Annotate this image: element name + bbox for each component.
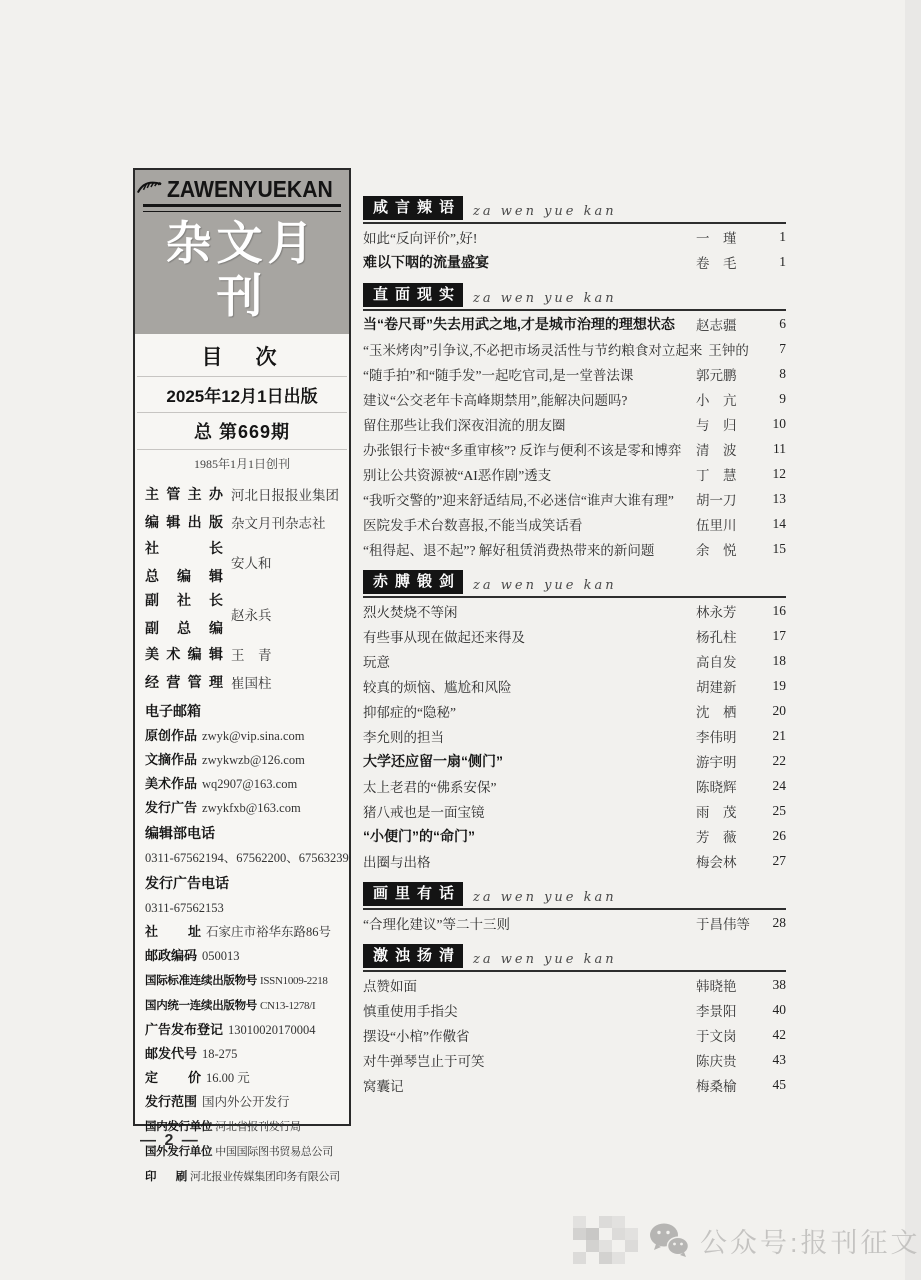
article-page: 45 — [772, 1076, 786, 1092]
info-value: 050013 — [202, 948, 240, 963]
info-label: 美术作品 — [145, 775, 198, 791]
wechat-icon — [648, 1222, 690, 1258]
toc-row — [363, 997, 786, 1022]
info-value: CN13-1278/I — [260, 999, 316, 1012]
toc-row — [363, 823, 786, 848]
magazine-name-cn: 杂文月刊 — [165, 218, 319, 322]
article-author: 胡建新 — [696, 679, 737, 695]
article-title: 窝囊记 — [363, 1078, 404, 1094]
article-page: 42 — [772, 1026, 786, 1042]
founded-date: 1985年1月1日创刊 — [193, 456, 290, 471]
article-author: 与 归 — [696, 417, 737, 433]
info-row — [145, 772, 339, 796]
toc-row — [363, 698, 786, 723]
info-value-line: 0311-67562153 — [145, 900, 224, 915]
article-author: 陈庆贵 — [696, 1053, 737, 1069]
info-label: 国内统一连续出版物号 — [145, 999, 257, 1012]
toc-row — [363, 648, 786, 673]
article-page: 28 — [772, 914, 786, 930]
article-title: 大学还应留一扇“侧门” — [363, 752, 503, 769]
info-row — [145, 944, 339, 968]
toc-row — [363, 673, 786, 698]
article-author: 卷 毛 — [696, 255, 737, 271]
article-title: 对牛弹琴岂止于可笑 — [363, 1053, 485, 1069]
article-page: 21 — [772, 727, 786, 743]
article-page: 7 — [779, 340, 786, 356]
info-label: 国际标准连续出版物号 — [145, 974, 257, 987]
toc-row — [363, 386, 786, 411]
info-value: wq2907@163.com — [202, 776, 298, 791]
toc-row — [363, 798, 786, 823]
info-row — [145, 993, 339, 1018]
staff-name: 杂文月刊杂志社 — [231, 515, 326, 531]
article-title: 李允则的担当 — [363, 729, 444, 745]
info-heading: 电子邮箱 — [145, 702, 201, 719]
article-title: “租得起、退不起”? 解好租赁消费热带来的新问题 — [363, 542, 655, 558]
article-author: 郭元鹏 — [696, 367, 737, 383]
info-label: 发行范围 — [145, 1093, 198, 1109]
article-author: 清 波 — [696, 442, 737, 458]
info-label: 国内发行单位 — [145, 1120, 213, 1133]
article-title: 烈火焚烧不等闲 — [363, 604, 458, 620]
toc-row — [363, 311, 786, 336]
section-title: 直面现实 — [363, 283, 463, 307]
article-title: “我听交警的”迎来舒适结局,不必迷信“谁声大谁有理” — [363, 492, 674, 508]
article-page: 8 — [779, 365, 786, 381]
section-header — [363, 882, 786, 910]
article-page: 24 — [772, 777, 786, 793]
article-author: 李景阳 — [696, 1003, 737, 1019]
info-value-line: 0311-67562194、67562200、67563239 — [145, 850, 349, 865]
article-title: “合理化建议”等二十三则 — [363, 916, 510, 932]
section-subtitle: za wen yue kan — [473, 890, 617, 905]
staff-role-label: 副社长 — [145, 591, 223, 608]
article-author: 王钟的 — [708, 342, 749, 358]
info-label: 广告发布登记 — [145, 1021, 224, 1037]
article-page: 10 — [772, 415, 786, 431]
toc-row — [363, 536, 786, 561]
toc-row — [363, 1047, 786, 1072]
toc-row — [363, 461, 786, 486]
article-page: 17 — [772, 627, 786, 643]
article-title: 建议“公交老年卡高峰期禁用”,能解决问题吗? — [363, 392, 628, 408]
article-page: 9 — [779, 390, 786, 406]
section-header — [363, 196, 786, 224]
toc-row — [363, 748, 786, 773]
article-author: 赵志疆 — [696, 317, 737, 333]
staff-list — [135, 474, 349, 698]
staff-row — [145, 536, 339, 588]
toc-row — [363, 511, 786, 536]
info-heading: 编辑部电话 — [145, 824, 215, 841]
toc-row — [363, 773, 786, 798]
mosaic-censor — [573, 1216, 638, 1264]
article-title: 办张银行卡被“多重审核”? 反诈与便利不该是零和博弈 — [363, 442, 682, 458]
staff-name: 赵永兵 — [231, 607, 272, 623]
article-page: 12 — [772, 465, 786, 481]
article-page: 25 — [772, 802, 786, 818]
publish-date: 2025年12月1日出版 — [166, 386, 318, 406]
staff-labels — [145, 668, 223, 696]
article-title: 摆设“小棺”作儆省 — [363, 1028, 470, 1044]
info-value: 16.00 元 — [206, 1070, 250, 1085]
article-author: 一 瑾 — [696, 230, 737, 246]
article-author: 高自发 — [696, 654, 737, 670]
article-page: 15 — [772, 540, 786, 556]
article-title: 难以下咽的流量盛宴 — [363, 253, 489, 270]
info-value: 河北省报刊发行局 — [215, 1120, 301, 1133]
staff-row — [145, 588, 339, 640]
toc-row — [363, 411, 786, 436]
staff-labels — [145, 536, 223, 588]
article-page: 14 — [772, 515, 786, 531]
info-value: 18-275 — [202, 1046, 238, 1061]
article-author: 丁 慧 — [696, 467, 737, 483]
info-row — [145, 920, 339, 944]
watermark-text: 公众号:报刊征文 — [700, 1227, 921, 1258]
staff-labels — [145, 508, 223, 536]
article-title: 别让公共资源被“AI恶作剧”透支 — [363, 467, 552, 483]
staff-row — [145, 480, 339, 508]
article-title: 太上老君的“佛系安保” — [363, 779, 497, 795]
info-value: zwykfxb@163.com — [202, 800, 301, 815]
section-title: 画里有话 — [363, 882, 463, 906]
toc-row — [363, 848, 786, 873]
article-author: 胡一刀 — [696, 492, 737, 508]
toc-row — [363, 723, 786, 748]
section-title: 赤膊锻剑 — [363, 570, 463, 594]
staff-name: 安人和 — [231, 555, 272, 571]
article-title: 玩意 — [363, 654, 390, 670]
info-label: 国外发行单位 — [145, 1145, 213, 1158]
info-value: zwykwzb@126.com — [202, 752, 305, 767]
staff-role-label: 社长 — [145, 539, 223, 556]
staff-role-label: 编辑出版 — [145, 513, 223, 530]
toc-row — [363, 224, 786, 249]
article-page: 22 — [772, 752, 786, 768]
info-label: 印刷 — [145, 1170, 187, 1183]
article-author: 于昌伟等 — [696, 916, 750, 932]
page-number: — 2 — — [140, 1132, 200, 1149]
info-value: 国内外公开发行 — [202, 1094, 290, 1109]
toc-row — [363, 361, 786, 386]
article-page: 1 — [779, 253, 786, 269]
section-header — [363, 283, 786, 311]
article-author: 梅桑榆 — [696, 1078, 737, 1094]
staff-role-label: 主管主办 — [145, 485, 223, 502]
article-page: 18 — [772, 652, 786, 668]
staff-role-label: 副总编 — [145, 619, 223, 636]
article-title: 抑郁症的“隐秘” — [363, 704, 456, 720]
magazine-name-en: ZAWENYUEKAN — [167, 176, 334, 202]
section-header — [363, 570, 786, 598]
info-row — [145, 1018, 339, 1042]
info-heading: 发行广告电话 — [145, 874, 229, 891]
info-value: 中国国际图书贸易总公司 — [215, 1145, 333, 1158]
article-title: 医院发手术台数喜报,不能当成笑话看 — [363, 517, 583, 533]
section-title: 咸言辣语 — [363, 196, 463, 220]
article-page: 27 — [772, 852, 786, 868]
article-author: 于文岗 — [696, 1028, 737, 1044]
article-title: “随手拍”和“随手发”一起吃官司,是一堂普法课 — [363, 367, 634, 383]
staff-name: 崔国柱 — [231, 675, 272, 691]
toc-row — [363, 972, 786, 997]
article-author: 雨 茂 — [696, 804, 737, 820]
info-row — [145, 1164, 339, 1189]
toc-row — [363, 436, 786, 461]
info-row — [145, 1042, 339, 1066]
table-of-contents — [363, 196, 786, 1097]
issue-info-block — [135, 334, 349, 474]
info-label: 社址 — [145, 923, 201, 939]
staff-labels — [145, 480, 223, 508]
staff-row — [145, 668, 339, 696]
staff-labels — [145, 588, 223, 640]
article-author: 芳 薇 — [696, 829, 737, 845]
info-label: 定价 — [145, 1069, 201, 1085]
double-rule — [143, 204, 341, 212]
article-author: 李伟明 — [696, 729, 737, 745]
watermark — [573, 1216, 921, 1264]
article-title: 点赞如面 — [363, 978, 417, 994]
staff-labels — [145, 640, 223, 668]
info-label: 发行广告 — [145, 799, 198, 815]
info-value: ISSN1009-2218 — [260, 974, 328, 987]
info-value: 石家庄市裕华东路86号 — [206, 924, 332, 939]
staff-role-label: 经营管理 — [145, 673, 223, 690]
toc-row — [363, 1022, 786, 1047]
article-title: 猪八戒也是一面宝镜 — [363, 804, 485, 820]
article-title: 较真的烦恼、尴尬和风险 — [363, 679, 512, 695]
section-subtitle: za wen yue kan — [473, 291, 617, 306]
article-page: 26 — [772, 827, 786, 843]
article-author: 杨孔柱 — [696, 629, 737, 645]
article-page: 20 — [772, 702, 786, 718]
info-label: 邮发代号 — [145, 1045, 198, 1061]
toc-row — [363, 598, 786, 623]
article-page: 40 — [772, 1001, 786, 1017]
info-label: 邮政编码 — [145, 947, 198, 963]
article-title: 慎重使用手指尖 — [363, 1003, 458, 1019]
issue-number: 总 第669期 — [193, 421, 291, 442]
staff-role-label: 总编辑 — [145, 567, 223, 584]
article-page: 1 — [779, 228, 786, 244]
staff-row — [145, 508, 339, 536]
staff-row — [145, 640, 339, 668]
toc-row — [363, 486, 786, 511]
info-row — [145, 796, 339, 820]
toc-row — [363, 910, 786, 935]
toc-row — [363, 1072, 786, 1097]
article-page: 16 — [772, 602, 786, 618]
info-row — [145, 724, 339, 748]
toc-row — [363, 623, 786, 648]
section-subtitle: za wen yue kan — [473, 204, 617, 219]
info-row — [145, 1090, 339, 1114]
staff-role-label: 美术编辑 — [145, 645, 223, 662]
article-title: 出圈与出格 — [363, 854, 431, 870]
article-author: 伍里川 — [696, 517, 737, 533]
info-label: 原创作品 — [145, 727, 198, 743]
masthead — [135, 170, 349, 334]
toc-row — [363, 249, 786, 274]
toc-label: 目 次 — [201, 345, 283, 369]
article-title: “小便门”的“命门” — [363, 827, 475, 844]
staff-name: 河北日报报业集团 — [231, 487, 339, 503]
article-title: “玉米烤肉”引争议,不必把市场灵活性与节约粮食对立起来 — [363, 342, 703, 358]
section-subtitle: za wen yue kan — [473, 952, 617, 967]
article-author: 梅会林 — [696, 854, 737, 870]
article-page: 13 — [772, 490, 786, 506]
toc-row — [363, 336, 786, 361]
info-row — [145, 1066, 339, 1090]
sidebar-masthead-panel — [133, 168, 351, 1183]
article-page: 19 — [772, 677, 786, 693]
staff-name: 王 青 — [231, 647, 272, 663]
bird-logo-icon — [136, 177, 164, 202]
article-title: 当“卷尺哥”失去用武之地,才是城市治理的理想状态 — [363, 315, 675, 332]
article-title: 留住那些让我们深夜泪流的朋友圈 — [363, 417, 566, 433]
info-label: 文摘作品 — [145, 751, 198, 767]
article-page: 11 — [773, 440, 786, 456]
article-title: 如此“反向评价”,好! — [363, 230, 478, 246]
info-value: 河北报业传媒集团印务有限公司 — [190, 1170, 340, 1183]
article-author: 沈 栖 — [696, 704, 737, 720]
article-author: 小 亢 — [696, 392, 737, 408]
info-row — [145, 748, 339, 772]
article-page: 38 — [772, 976, 786, 992]
section-header — [363, 944, 786, 972]
section-subtitle: za wen yue kan — [473, 578, 617, 593]
article-author: 陈晓辉 — [696, 779, 737, 795]
section-title: 激浊扬清 — [363, 944, 463, 968]
info-value: 13010020170004 — [228, 1022, 316, 1037]
article-author: 游宇明 — [696, 754, 737, 770]
info-value: zwyk@vip.sina.com — [202, 728, 305, 743]
article-author: 韩晓艳 — [696, 978, 737, 994]
info-row — [145, 968, 339, 993]
article-author: 余 悦 — [696, 542, 737, 558]
article-author: 林永芳 — [696, 604, 737, 620]
publication-info-list — [135, 698, 349, 1189]
article-title: 有些事从现在做起还来得及 — [363, 629, 525, 645]
article-page: 6 — [779, 315, 786, 331]
article-page: 43 — [772, 1051, 786, 1067]
